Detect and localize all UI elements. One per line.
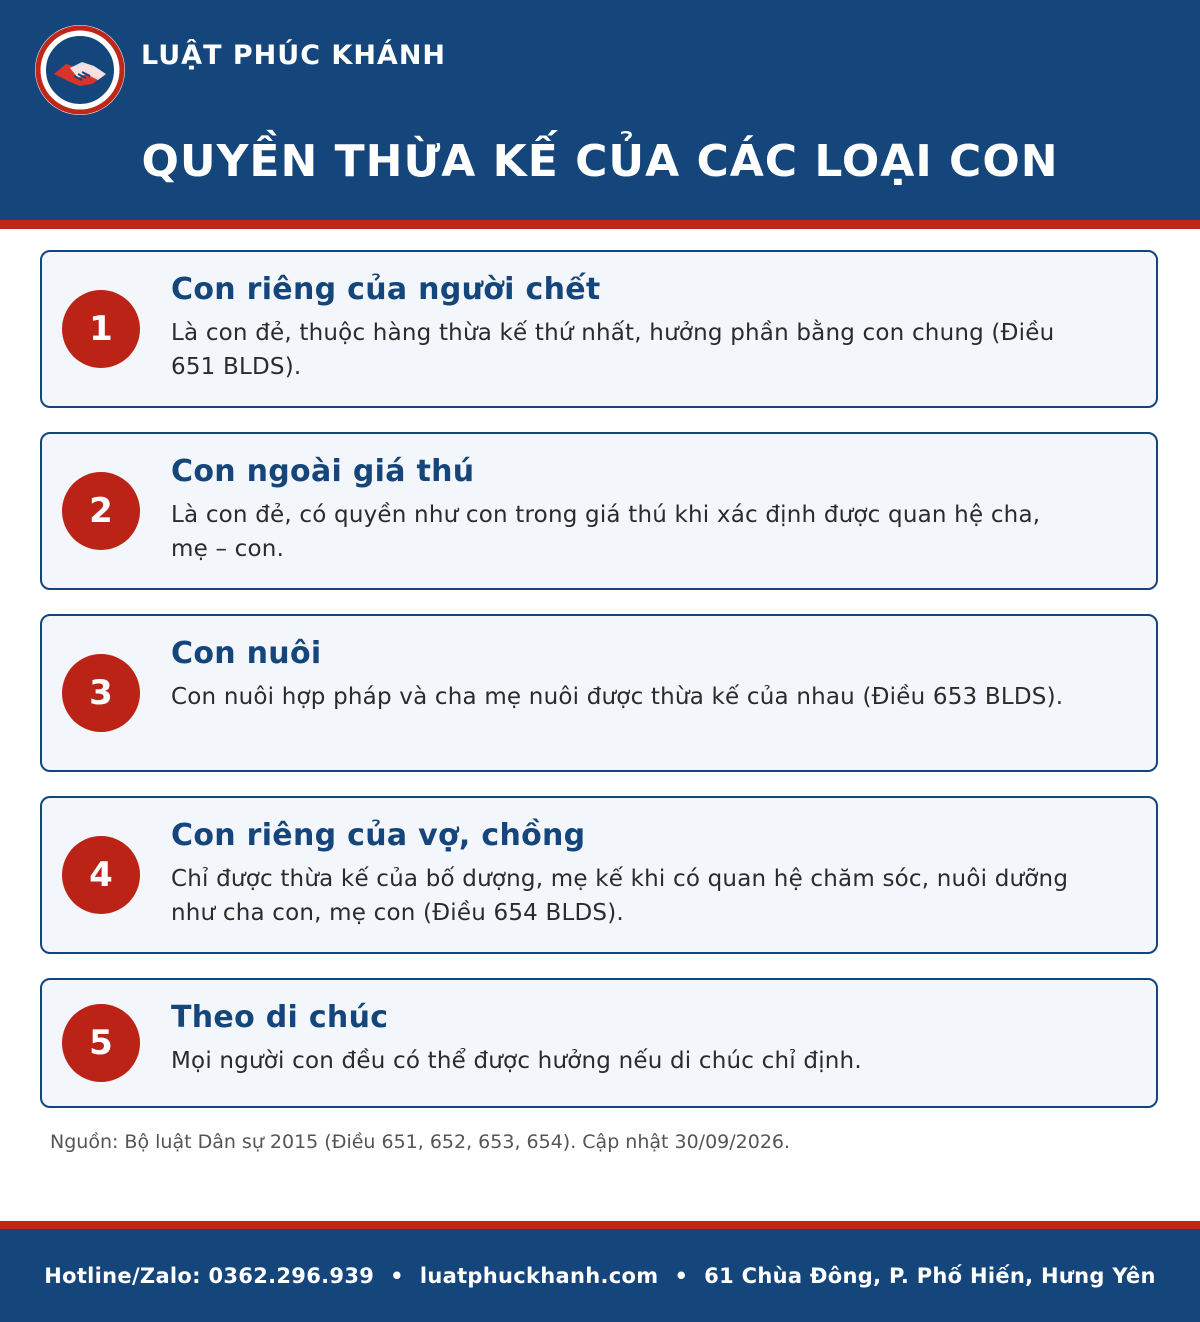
- page-title: QUYỀN THỪA KẾ CỦA CÁC LOẠI CON: [141, 136, 1059, 187]
- footer-address: 61 Chùa Đông, P. Phố Hiến, Hưng Yên: [704, 1263, 1156, 1288]
- list-item: [40, 614, 1158, 772]
- item-title: Con nuôi: [171, 636, 322, 671]
- list-item: [40, 250, 1158, 408]
- item-description: Mọi người con đều có thể được hưởng nếu di chúc chỉ định.: [171, 1048, 862, 1074]
- footer-hotline[interactable]: Hotline/Zalo: 0362.296.939: [44, 1263, 375, 1288]
- footer-separator: •: [390, 1263, 404, 1288]
- item-title: Con riêng của người chết: [171, 272, 601, 307]
- item-description: Chỉ được thừa kế của bố dượng, mẹ kế khi có quan hệ chăm sóc, nuôi dưỡng như cha con, mẹ con (Điều 654 BLDS).: [171, 866, 1069, 926]
- footer-contact-bar: [0, 1229, 1200, 1322]
- source-note: Nguồn: Bộ luật Dân sự 2015 (Điều 651, 652, 653, 654). Cập nhật 30/09/2026.: [50, 1131, 791, 1153]
- item-number-badge: 4: [62, 836, 140, 914]
- list-item: [40, 978, 1158, 1108]
- item-title: Con ngoài giá thú: [171, 454, 475, 489]
- item-number-badge: 3: [62, 654, 140, 732]
- item-title: Theo di chúc: [171, 1000, 389, 1035]
- footer-website-link[interactable]: luatphuckhanh.com: [419, 1263, 659, 1288]
- item-number-badge: 2: [62, 472, 140, 550]
- footer-divider: [0, 1221, 1200, 1229]
- brand-name: LUẬT PHÚC KHÁNH: [141, 40, 447, 71]
- item-title: Con riêng của vợ, chồng: [171, 818, 586, 853]
- footer-separator: •: [674, 1263, 689, 1288]
- item-description: Con nuôi hợp pháp và cha mẹ nuôi được thừa kế của nhau (Điều 653 BLDS).: [171, 684, 1064, 710]
- header-banner: [0, 0, 1200, 220]
- item-description: Là con đẻ, thuộc hàng thừa kế thứ nhất, hưởng phần bằng con chung (Điều 651 BLDS).: [171, 320, 1055, 380]
- header-divider: [0, 220, 1200, 229]
- item-number-badge: 1: [62, 290, 140, 368]
- list-item: [40, 796, 1158, 954]
- list-item: [40, 432, 1158, 590]
- item-description: Là con đẻ, có quyền như con trong giá thú khi xác định được quan hệ cha, mẹ – con.: [171, 502, 1041, 562]
- item-number-badge: 5: [62, 1004, 140, 1082]
- handshake-logo-icon: [34, 24, 126, 116]
